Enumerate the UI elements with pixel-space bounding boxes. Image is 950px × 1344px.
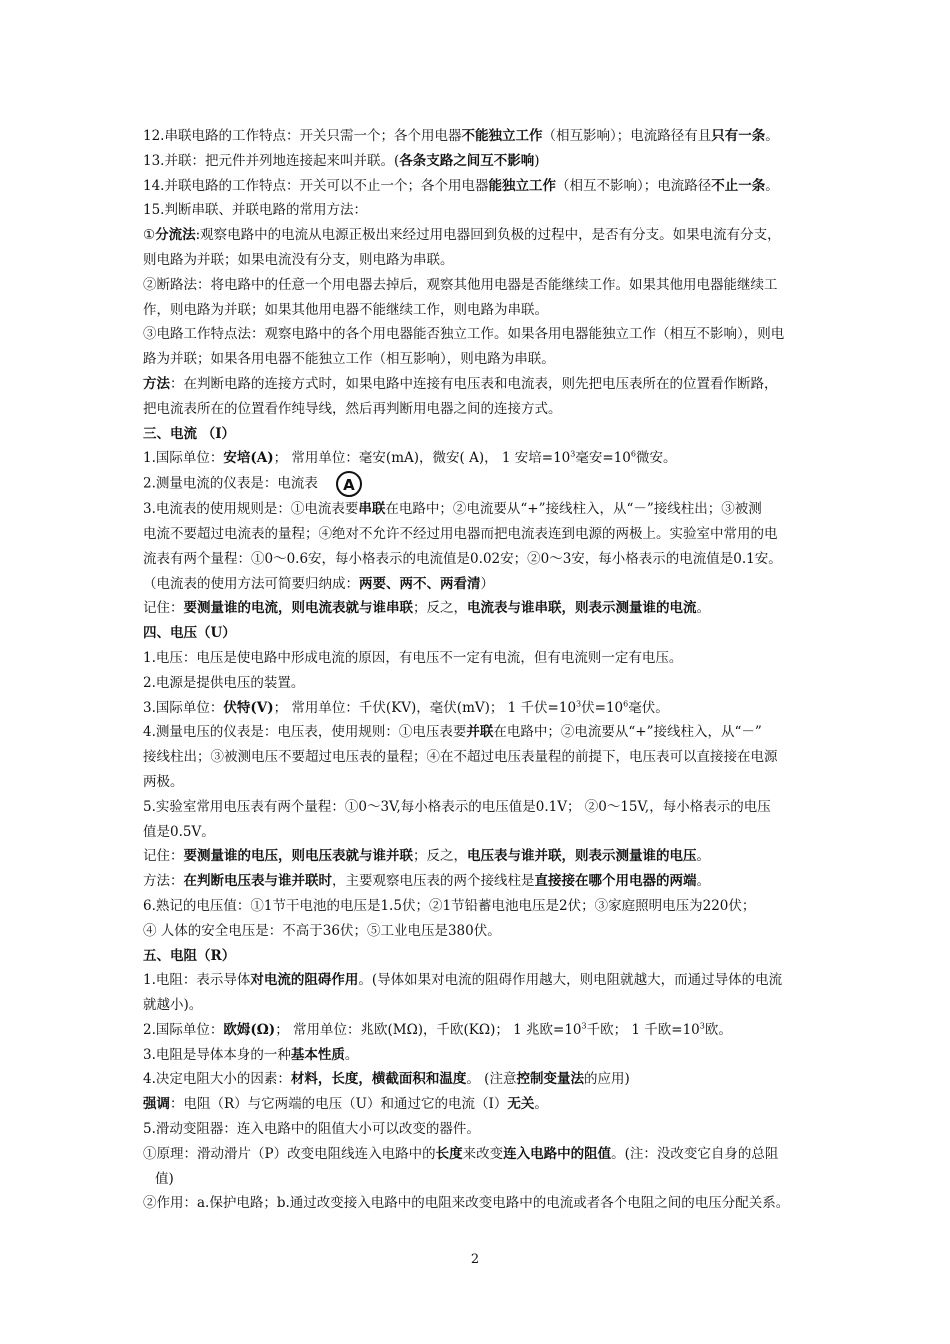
- ammeter-rules-line-1: 3.电流表的使用规则是：①电流表要串联在电路中；②电流要从“+”接线柱入，从“－”接线柱出；③被测: [143, 501, 762, 518]
- page-number: 2: [470, 1252, 480, 1267]
- resistance-emphasis: 强调：电阻（R）与它两端的电压（U）和通过它的电流（I）无关。: [143, 1096, 548, 1113]
- voltmeter-range-line-1: 5.实验室常用电压表有两个量程：①0～3V,每小格表示的电压值是0.1V； ②0～15V,，每小格表示的电压: [143, 798, 771, 815]
- section-resistance-heading: 五、电阻（R）: [143, 947, 236, 964]
- section-voltage-heading: 四、电压（U）: [143, 625, 236, 642]
- page-content: [143, 124, 823, 1216]
- voltmeter-range-line-2: 值是0.5V。: [143, 823, 215, 840]
- voltage-values-line-1: 6.熟记的电压值：①1节干电池的电压是1.5伏；②1节铅蓄电池电压是2伏；③家庭照明电压为220伏；: [143, 897, 756, 914]
- resistance-unit: 2.国际单位：欧姆(Ω)； 常用单位：兆欧(MΩ)，千欧(KΩ)； 1 兆欧$=10^3$千欧； 1 千欧$=10^3$欧。: [143, 1021, 732, 1038]
- ammeter-rules-line-4: （电流表的使用方法可简要归纳成：两要、两不、两看清）: [143, 575, 494, 592]
- method-1-line-1: ①分流法:观察电路中的电流从电源正极出来经过用电器回到负极的过程中，是否有分支。如果电流有分支，: [143, 227, 781, 244]
- method-2-line-2: 作，则电路为并联；如果其他用电器不能继续工作，则电路为串联。: [143, 301, 548, 318]
- item-14: 14.并联电路的工作特点：开关可以不止一个；各个用电器能独立工作（相互不影响）；电流路径不止一条。: [143, 177, 779, 194]
- voltage-method: 方法：在判断电压表与谁并联时，主要观察电压表的两个接线柱是直接接在哪个用电器的两端。: [143, 873, 710, 890]
- voltage-remember: 记住：要测量谁的电压，则电压表就与谁并联；反之，电压表与谁并联，则表示测量谁的电压。: [143, 848, 710, 865]
- method-1-line-2: 则电路为并联；如果电流没有分支，则电路为串联。: [143, 251, 454, 268]
- method-3-line-1: ③电路工作特点法：观察电路中的各个用电器能否独立工作。如果各用电器能独立工作（相互不影响），则电: [143, 326, 785, 343]
- voltage-unit: 3.国际单位：伏特(V)； 常用单位：千伏(KV)，毫伏(mV)； 1 千伏$=10^3$伏$=10^6$毫伏。: [143, 699, 669, 716]
- item-15: 15.判断串联、并联电路的常用方法：: [143, 202, 367, 219]
- resistance-1-line-1: 1.电阻：表示导体对电流的阻碍作用。(导体如果对电流的阻碍作用越大，则电阻就越大，而通过导体的电流: [143, 972, 783, 989]
- voltage-2: 2.电源是提供电压的装置。: [143, 674, 305, 691]
- voltmeter-rules-line-3: 两极。: [143, 773, 184, 790]
- voltmeter-rules-line-1: 4.测量电压的仪表是：电压表，使用规则：①电压表要并联在电路中；②电流要从“+”接线柱入，从“－”: [143, 724, 762, 741]
- rheostat-function: ②作用：a.保护电路；b.通过改变接入电路中的电阻来改变电路中的电流或者各个电阻之间的电压分配关系。: [143, 1195, 790, 1212]
- ammeter-rules-line-3: 流表有两个量程：①0～0.6安，每小格表示的电流值是0.02安；②0～3安，每小格表示的电流值是0.1安。: [143, 550, 782, 567]
- method-2-line-1: ②断路法：将电路中的任意一个用电器去掉后，观察其他用电器是否能继续工作。如果其他用电器能继续工: [143, 276, 778, 293]
- ammeter-rules-line-2: 电流不要超过电流表的量程；④绝对不允许不经过用电器而把电流表连到电源的两极上。实验室中常用的电: [143, 525, 778, 542]
- item-13: 13.并联：把元件并列地连接起来叫并联。(各条支路之间互不影响): [143, 152, 540, 169]
- voltmeter-rules-line-2: 接线柱出；③被测电压不要超过电压表的量程；④在不超过电压表量程的前提下，电压表可以直接接在电源: [143, 749, 778, 766]
- resistance-1-line-2: 就越小)。: [143, 997, 203, 1014]
- method-3-line-2: 路为并联；如果各用电器不能独立工作（相互影响），则电路为串联。: [143, 351, 555, 368]
- voltage-values-line-2: ④ 人体的安全电压是：不高于36伏；⑤工业电压是380伏。: [143, 922, 501, 939]
- ammeter-symbol-icon: A: [336, 471, 362, 497]
- current-unit: 1.国际单位：安培(A)； 常用单位：毫安(mA)，微安( A)， 1 安培$=10^3$毫安$=10^6$微安。: [143, 449, 677, 467]
- method-note-line-2: 把电流表所在的位置看作纯导线，然后再判断用电器之间的连接方式。: [143, 400, 562, 417]
- voltage-1: 1.电压：电压是使电路中形成电流的原因，有电压不一定有电流，但有电流则一定有电压。: [143, 649, 683, 666]
- item-12: 12.串联电路的工作特点：开关只需一个；各个用电器不能独立工作（相互影响）；电流路径有且只有一条。: [143, 128, 779, 144]
- rheostat-principle-line-1: ①原理：滑动滑片（P）改变电阻线连入电路中的长度来改变连入电路中的阻值。(注：没改变它自身的总阻: [143, 1145, 779, 1162]
- section-current-heading: 三、电流 （I）: [143, 425, 236, 442]
- rheostat-definition: 5.滑动变阻器：连入电路中的阻值大小可以改变的器件。: [143, 1121, 480, 1138]
- rheostat-principle-line-2: 值): [155, 1170, 174, 1187]
- current-remember: 记住：要测量谁的电流，则电流表就与谁串联；反之，电流表与谁串联，则表示测量谁的电流。: [143, 600, 710, 617]
- current-meter: 2.测量电流的仪表是：电流表 A: [143, 471, 823, 497]
- resistance-4: 4.决定电阻大小的因素：材料，长度，横截面积和温度。 (注意控制变量法的应用): [143, 1071, 630, 1088]
- method-note-line-1: 方法：在判断电路的连接方式时，如果电路中连接有电压表和电流表，则先把电压表所在的位置看作断路，: [143, 375, 778, 392]
- resistance-3: 3.电阻是导体本身的一种基本性质。: [143, 1046, 359, 1063]
